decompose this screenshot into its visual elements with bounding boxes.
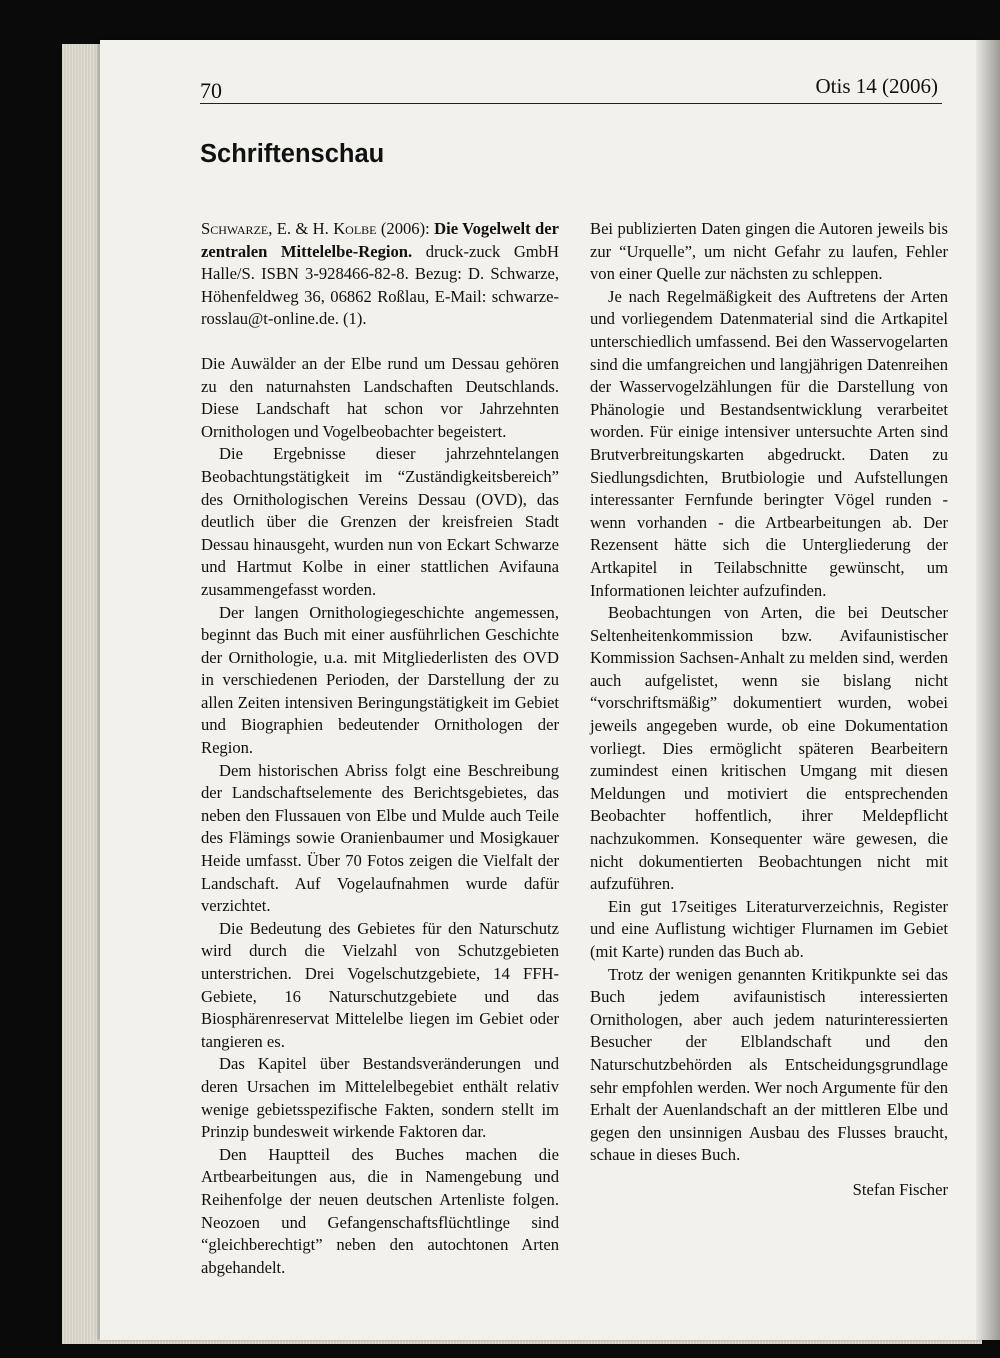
book-title: Die Vogelwelt der zentralen Mittelelbe-Region. — [201, 219, 559, 261]
paragraph: Beobachtungen von Arten, die bei Deutscher Seltenheitenkommission bzw. Avifaunistischer Kommission Sachsen-Anhalt zu melden sind, werden auch aufgelistet, wenn sie bislang nicht “vorschriftsmäßig” dokumentiert wurden, wobei jeweils angegeben wurde, ob eine Dokumentation vorliegt. Dies ermöglicht späteren Bearbeitern zumindest einen kritischen Umgang mit diesen Meldungen und motiviert die entsprechenden Beobachter hoffentlich, ihrer Meldepflicht nachzukommen. Konsequenter wäre gewesen, die nicht dokumentierten Beobachtungen nicht mit aufzuführen. — [590, 603, 948, 894]
paragraph: Bei publizierten Daten gingen die Autoren jeweils bis zur “Urquelle”, um nicht Gefahr zu laufen, Fehler von einer Quelle zur nächsten zu schleppen. — [590, 219, 948, 284]
paragraph: Die Auwälder an der Elbe rund um Dessau gehören zu den naturnahsten Landschaften Deutschlands. Diese Landschaft hat schon vor Jahrzehnten Ornithologen und Vogelbeobachter begeistert. — [201, 353, 559, 441]
paragraph: Das Kapitel über Bestandsveränderungen und deren Ursachen im Mittelelbegebiet enthält relativ wenige gebietsspezifische Fakten, sondern stellt im Prinzip bundesweit wirkende Faktoren dar. — [201, 1054, 559, 1142]
section-title: Schriftenschau — [200, 140, 385, 168]
author-2: Kolbe — [333, 219, 377, 238]
paragraph: Den Hauptteil des Buches machen die Artbearbeitungen aus, die in Namengebung und Reihenfolge der neuen deutschen Artenliste folgen. Neozoen und Gefangenschaftsflüchtlinge sind “gleichberechtigt” neben den autochtonen Arten abgehandelt. — [201, 1144, 559, 1277]
paragraph: Die Ergebnisse dieser jahrzehntelangen Beobachtungstätigkeit im “Zuständigkeitsbereich” des Ornithologischen Vereins Dessau (OVD), das deutlich über die Grenzen der kreisfreien Stadt Dessau hinausgeht, wurden nun von Eckart Schwarze und Hartmut Kolbe in einer stattlichen Avifauna zusammengefasst worden. — [201, 444, 559, 599]
paragraph: Die Bedeutung des Gebietes für den Naturschutz wird durch die Vielzahl von Schutzgebieten unterstrichen. Drei Vogelschutzgebiete, 14 FFH-Gebiete, 16 Naturschutzgebiete und das Biosphärenreservat Mittelelbe liegen im Gebiet oder tangieren es. — [201, 918, 559, 1051]
left-column — [201, 218, 559, 1279]
paragraph: Ein gut 17seitiges Literaturverzeichnis, Register und eine Auflistung wichtiger Flurnamen im Gebiet (mit Karte) runden das Buch ab. — [590, 896, 948, 961]
page-curl-shadow — [976, 40, 1000, 1340]
author-initials: , E. & H. — [268, 219, 334, 238]
paragraph: Je nach Regelmäßigkeit des Auftretens der Arten und vorliegendem Datenmaterial sind die Artkapitel unterschiedlich umfassend. Bei den Wasservogelarten sind die umfangreichen und langjährigen Datenreihen der Wasservogelzählungen für die Darstellung von Phänologie und Bestandsentwicklung verarbeitet worden. Für einige intensiver untersuchte Arten sind Brutverbreitungskarten abgedruckt. Daten zu Siedlungsdichten, Brutbiologie und Aufstellungen interessanter Fernfunde beringter Vögel runden - wenn vorhanden - die Artbearbeitungen ab. Der Rezensent hätte sich die Untergliederung der Artkapitel in Teilabschnitte gewünscht, um Informationen leichter aufzufinden. — [590, 286, 948, 600]
journal-reference: Otis 14 (2006) — [815, 74, 938, 98]
right-column — [590, 218, 948, 1202]
header-rule — [200, 103, 942, 104]
reviewer-signature: Stefan Fischer — [852, 1179, 948, 1199]
citation-year: (2006): — [376, 219, 435, 238]
paragraph: Dem historischen Abriss folgt eine Beschreibung der Landschaftselemente des Berichtsgebietes, das neben den Flussauen von Elbe und Mulde auch Teile des Flämings sowie Oranienbaumer und Mosigkauer Heide umfasst. Über 70 Fotos zeigen die Vielfalt der Landschaft. Auf Vogelaufnahmen wurde dafür verzichtet. — [201, 760, 559, 916]
citation-details: druck-zuck GmbH Halle/S. ISBN 3-928466-82-8. Bezug: D. Schwarze, Höhenfeldweg 36, 06862 Roßlau, E-Mail: schwarze-rosslau@t-online.de. (1). — [201, 241, 559, 329]
paragraph: Trotz der wenigen genannten Kritikpunkte sei das Buch jedem avifaunistisch interessierten Ornithologen, aber auch jedem naturinteressierten Besucher der Elblandschaft und den Naturschutzbehörden als Entscheidungsgrundlage sehr empfohlen werden. Wer noch Argumente für den Erhalt der Auenlandschaft an der mittleren Elbe und gegen den unsinnigen Ausbau des Flusses braucht, schaue in dieses Buch. — [590, 964, 948, 1165]
book-citation — [201, 218, 559, 331]
paragraph: Der langen Ornithologiegeschichte angemessen, beginnt das Buch mit einer ausführlichen Geschichte der Ornithologie, u.a. mit Mitgliederlisten des OVD in verschiedenen Perioden, der Darstellung der zu allen Zeiten intensiven Beringungstätigkeit im Gebiet und Biographien bedeutender Ornithologen der Region. — [201, 602, 559, 758]
author-1: Schwarze — [201, 219, 269, 238]
page-number: 70 — [200, 78, 222, 103]
